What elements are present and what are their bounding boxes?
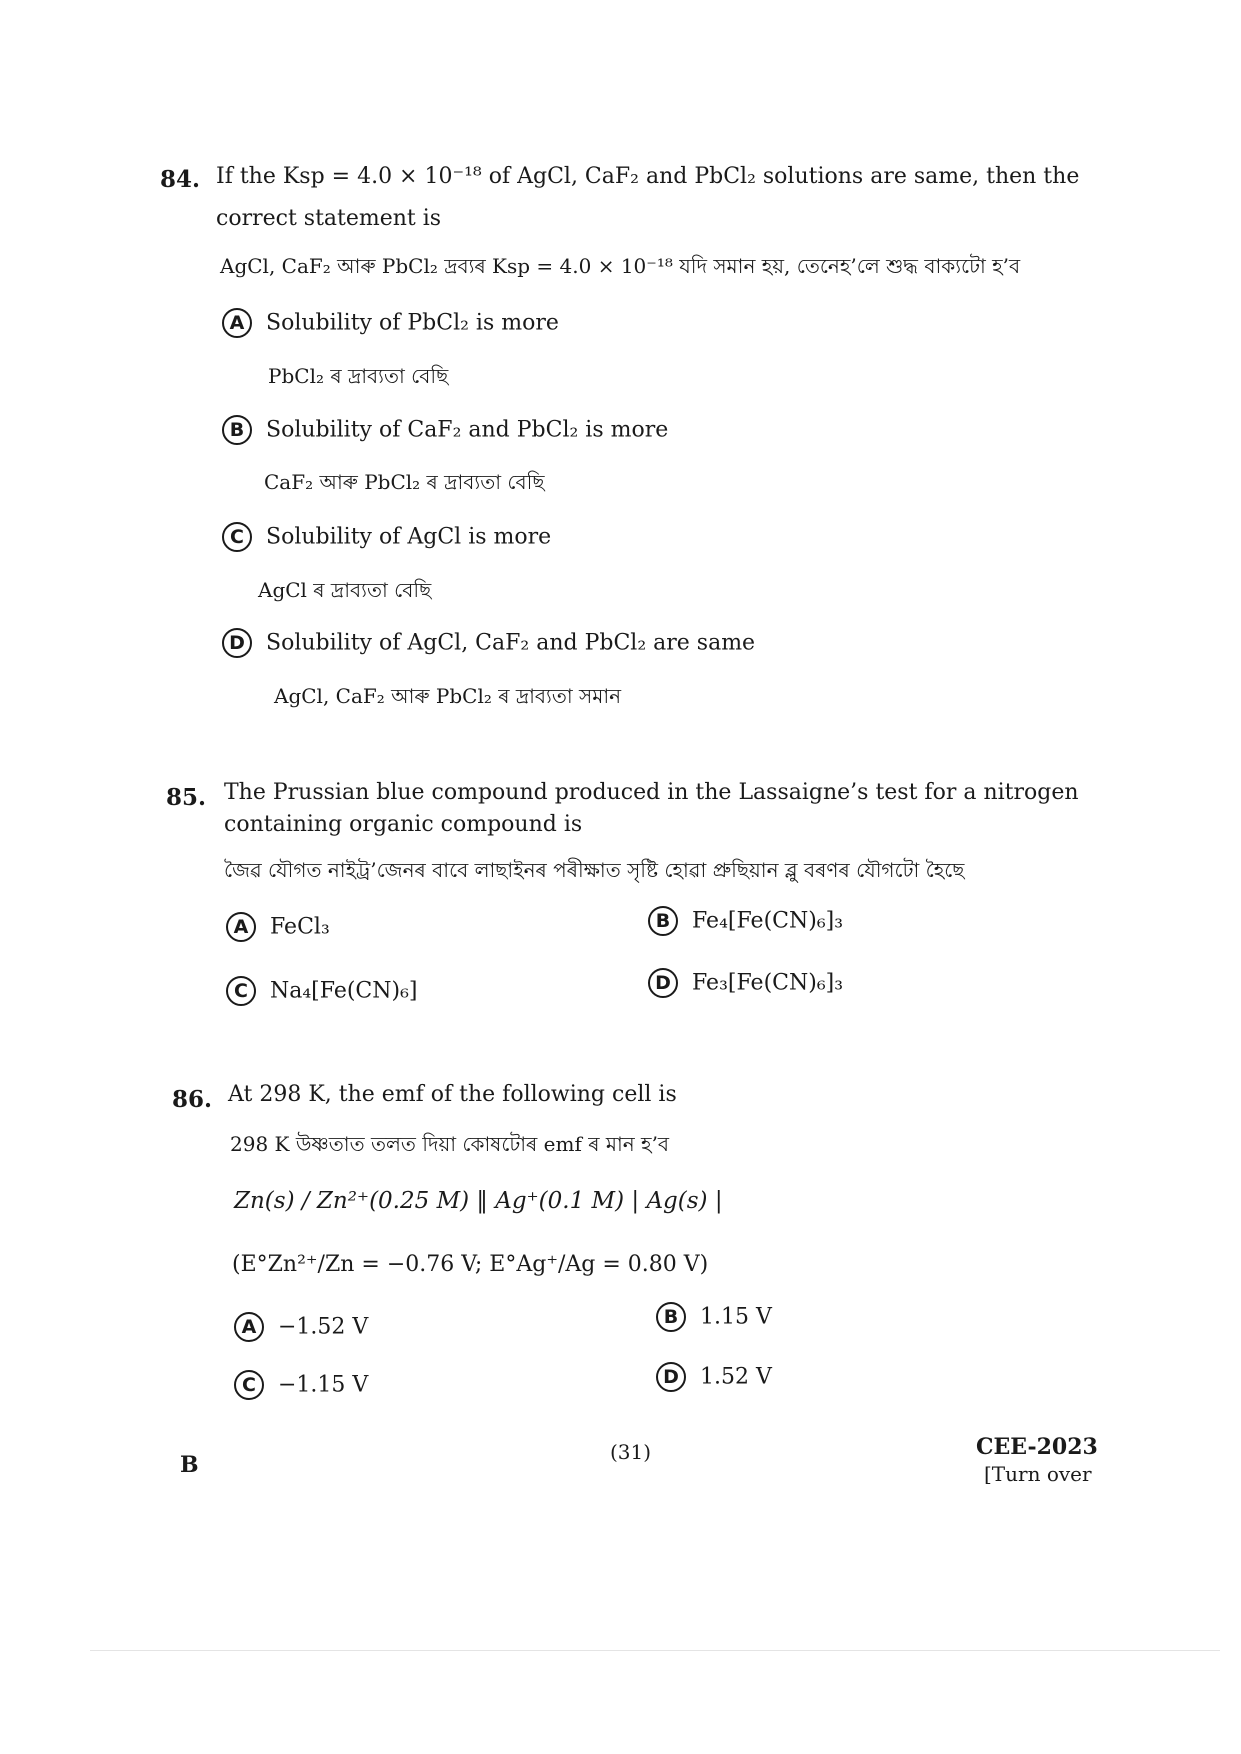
question-number-84: 84. bbox=[160, 166, 201, 193]
question-number-86: 86. bbox=[172, 1086, 213, 1113]
option-text: 1.52 V bbox=[700, 1364, 772, 1390]
option-text: −1.52 V bbox=[278, 1314, 369, 1340]
option-text: Na₄[Fe(CN)₆] bbox=[270, 978, 418, 1004]
option-letter-d: D bbox=[222, 628, 252, 658]
q84-option-d-assamese: AgCl, CaF₂ আৰু PbCl₂ ৰ দ্ৰাব্যতা সমান bbox=[274, 684, 622, 708]
option-text: Solubility of AgCl is more bbox=[266, 524, 552, 550]
question-84-text-line-2: correct statement is bbox=[216, 206, 442, 231]
option-text: −1.15 V bbox=[278, 1372, 369, 1398]
turn-over-label: [Turn over bbox=[984, 1462, 1092, 1486]
q85-option-d[interactable] bbox=[648, 968, 843, 998]
option-text: FeCl₃ bbox=[270, 914, 330, 940]
option-text: Solubility of PbCl₂ is more bbox=[266, 310, 559, 336]
q86-option-a[interactable] bbox=[234, 1312, 368, 1342]
option-letter-a: A bbox=[234, 1312, 264, 1342]
q84-option-c-assamese: AgCl ৰ দ্ৰাব্যতা বেছি bbox=[258, 578, 432, 602]
option-text: 1.15 V bbox=[700, 1304, 772, 1330]
option-letter-c: C bbox=[234, 1370, 264, 1400]
q86-option-b[interactable] bbox=[656, 1302, 772, 1332]
question-84-text-line-1: If the Ksp = 4.0 × 10⁻¹⁸ of AgCl, CaF₂ and PbCl₂ solutions are same, then the bbox=[216, 164, 1080, 189]
q86-option-d[interactable] bbox=[656, 1362, 772, 1392]
option-letter-c: C bbox=[222, 522, 252, 552]
question-85-text-line-1: The Prussian blue compound produced in the Lassaigne’s test for a nitrogen bbox=[224, 780, 1079, 805]
q84-option-d[interactable] bbox=[222, 628, 755, 658]
q85-option-b[interactable] bbox=[648, 906, 843, 936]
page-number: (31) bbox=[610, 1440, 652, 1464]
q85-option-c[interactable] bbox=[226, 976, 418, 1006]
q84-option-a-assamese: PbCl₂ ৰ দ্ৰাব্যতা বেছি bbox=[268, 364, 449, 388]
option-letter-d: D bbox=[656, 1362, 686, 1392]
question-86-text-assamese: 298 K উষ্ণতাত তলত দিয়া কোষটোৰ emf ৰ মান হ’ব bbox=[230, 1132, 670, 1156]
option-letter-d: D bbox=[648, 968, 678, 998]
question-set-label: B bbox=[180, 1452, 199, 1478]
q86-option-c[interactable] bbox=[234, 1370, 368, 1400]
option-letter-b: B bbox=[648, 906, 678, 936]
option-text: Solubility of AgCl, CaF₂ and PbCl₂ are same bbox=[266, 630, 756, 656]
electrode-potentials: (E°Zn²⁺/Zn = −0.76 V; E°Ag⁺/Ag = 0.80 V) bbox=[232, 1252, 709, 1277]
question-number-85: 85. bbox=[166, 784, 207, 811]
q84-option-b[interactable] bbox=[222, 415, 668, 445]
option-text: Fe₃[Fe(CN)₆]₃ bbox=[692, 970, 844, 996]
option-letter-b: B bbox=[656, 1302, 686, 1332]
question-85-text-assamese: জৈৱ যৌগত নাইট্ৰ’জেনৰ বাবে লাছাইনৰ পৰীক্ষাত সৃষ্টি হোৱা প্ৰুছিয়ান ব্লু বৰণৰ যৌগটো হৈছে bbox=[224, 858, 965, 882]
page-bottom-rule bbox=[90, 1650, 1220, 1651]
option-letter-c: C bbox=[226, 976, 256, 1006]
q84-option-c[interactable] bbox=[222, 522, 551, 552]
question-84-text-assamese: AgCl, CaF₂ আৰু PbCl₂ দ্ৰব্যৰ Ksp = 4.0 × 10⁻¹⁸ যদি সমান হয়, তেনেহ’লে শুদ্ধ বাক্যটো হ’ব bbox=[220, 254, 1021, 278]
q84-option-b-assamese: CaF₂ আৰু PbCl₂ ৰ দ্ৰাব্যতা বেছি bbox=[264, 470, 545, 494]
option-letter-a: A bbox=[226, 912, 256, 942]
question-86-text: At 298 K, the emf of the following cell is bbox=[228, 1082, 677, 1107]
option-letter-b: B bbox=[222, 415, 252, 445]
question-85-text-line-2: containing organic compound is bbox=[224, 812, 583, 837]
option-text: Solubility of CaF₂ and PbCl₂ is more bbox=[266, 417, 669, 443]
option-letter-a: A bbox=[222, 308, 252, 338]
cell-notation: Zn(s) / Zn²⁺(0.25 M) ‖ Ag⁺(0.1 M) | Ag(s) | bbox=[234, 1188, 723, 1214]
q84-option-a[interactable] bbox=[222, 308, 559, 338]
exam-title: CEE-2023 bbox=[976, 1434, 1098, 1460]
q85-option-a[interactable] bbox=[226, 912, 330, 942]
option-text: Fe₄[Fe(CN)₆]₃ bbox=[692, 908, 844, 934]
